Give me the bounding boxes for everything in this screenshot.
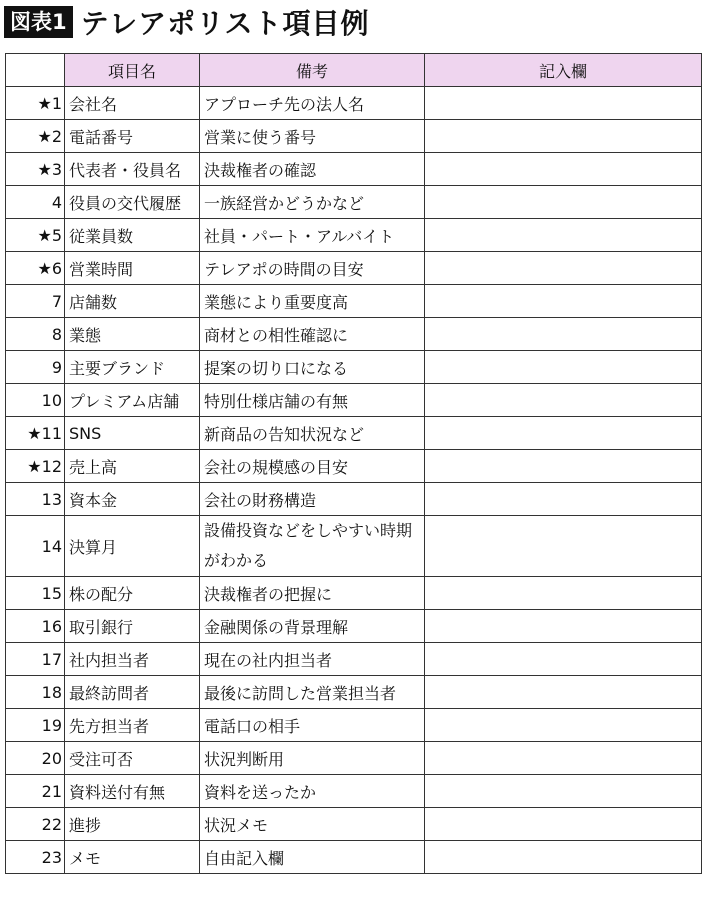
row-item-name: 主要ブランド <box>65 351 200 384</box>
row-item-name: 役員の交代履歴 <box>65 186 200 219</box>
header-number <box>6 54 65 87</box>
row-remark: 資料を送ったか <box>200 775 425 808</box>
header-entry: 記入欄 <box>425 54 702 87</box>
page-header <box>4 2 370 42</box>
row-item-name: 社内担当者 <box>65 643 200 676</box>
table-row <box>6 450 702 483</box>
row-remark: 決裁権者の確認 <box>200 153 425 186</box>
row-item-name: メモ <box>65 841 200 874</box>
row-number: 23 <box>6 841 65 874</box>
row-item-name: 売上高 <box>65 450 200 483</box>
table-row <box>6 186 702 219</box>
row-number: 7 <box>6 285 65 318</box>
row-remark: アプローチ先の法人名 <box>200 87 425 120</box>
row-remark: 決裁権者の把握に <box>200 577 425 610</box>
row-remark: 電話口の相手 <box>200 709 425 742</box>
row-number: ★12 <box>6 450 65 483</box>
row-item-name: 最終訪問者 <box>65 676 200 709</box>
table-row <box>6 841 702 874</box>
row-entry-cell[interactable] <box>425 417 702 450</box>
row-number: 4 <box>6 186 65 219</box>
table-row <box>6 483 702 516</box>
row-entry-cell[interactable] <box>425 516 702 577</box>
page-title: テレアポリスト項目例 <box>80 7 370 40</box>
row-item-name: 代表者・役員名 <box>65 153 200 186</box>
row-entry-cell[interactable] <box>425 318 702 351</box>
row-remark: 金融関係の背景理解 <box>200 610 425 643</box>
row-remark: 現在の社内担当者 <box>200 643 425 676</box>
figure-badge: 図表1 <box>4 6 73 38</box>
table-row <box>6 676 702 709</box>
row-number: 17 <box>6 643 65 676</box>
table-row <box>6 808 702 841</box>
teleapo-list-table <box>5 53 702 874</box>
table-row <box>6 252 702 285</box>
table-row <box>6 219 702 252</box>
row-item-name: プレミアム店舗 <box>65 384 200 417</box>
row-entry-cell[interactable] <box>425 742 702 775</box>
table-row <box>6 643 702 676</box>
row-entry-cell[interactable] <box>425 676 702 709</box>
table-row <box>6 775 702 808</box>
table-row <box>6 516 702 577</box>
row-number: 22 <box>6 808 65 841</box>
table-row <box>6 153 702 186</box>
row-remark: 特別仕様店舗の有無 <box>200 384 425 417</box>
row-number: 14 <box>6 516 65 577</box>
row-number: ★11 <box>6 417 65 450</box>
row-entry-cell[interactable] <box>425 709 702 742</box>
row-number: 21 <box>6 775 65 808</box>
row-item-name: 電話番号 <box>65 120 200 153</box>
row-entry-cell[interactable] <box>425 483 702 516</box>
row-item-name: 会社名 <box>65 87 200 120</box>
row-entry-cell[interactable] <box>425 153 702 186</box>
header-remark: 備考 <box>200 54 425 87</box>
row-entry-cell[interactable] <box>425 186 702 219</box>
row-entry-cell[interactable] <box>425 285 702 318</box>
row-entry-cell[interactable] <box>425 610 702 643</box>
row-number: ★3 <box>6 153 65 186</box>
row-item-name: 受注可否 <box>65 742 200 775</box>
table-row <box>6 610 702 643</box>
row-item-name: 先方担当者 <box>65 709 200 742</box>
row-remark: 業態により重要度高 <box>200 285 425 318</box>
row-remark: 最後に訪問した営業担当者 <box>200 676 425 709</box>
row-entry-cell[interactable] <box>425 252 702 285</box>
row-number: ★5 <box>6 219 65 252</box>
row-remark: 設備投資などをしやすい時期がわかる <box>200 516 425 577</box>
row-remark: 営業に使う番号 <box>200 120 425 153</box>
table-row <box>6 87 702 120</box>
row-entry-cell[interactable] <box>425 384 702 417</box>
row-entry-cell[interactable] <box>425 841 702 874</box>
row-number: 9 <box>6 351 65 384</box>
row-number: ★6 <box>6 252 65 285</box>
row-item-name: 営業時間 <box>65 252 200 285</box>
row-number: 10 <box>6 384 65 417</box>
row-remark: 状況判断用 <box>200 742 425 775</box>
row-number: ★1 <box>6 87 65 120</box>
row-remark: 社員・パート・アルバイト <box>200 219 425 252</box>
row-item-name: 進捗 <box>65 808 200 841</box>
row-entry-cell[interactable] <box>425 775 702 808</box>
row-item-name: SNS <box>65 417 200 450</box>
row-remark: 提案の切り口になる <box>200 351 425 384</box>
row-item-name: 取引銀行 <box>65 610 200 643</box>
row-entry-cell[interactable] <box>425 87 702 120</box>
table-row <box>6 417 702 450</box>
row-number: 18 <box>6 676 65 709</box>
row-remark: 新商品の告知状況など <box>200 417 425 450</box>
row-number: 8 <box>6 318 65 351</box>
row-remark: テレアポの時間の目安 <box>200 252 425 285</box>
row-remark: 会社の財務構造 <box>200 483 425 516</box>
row-number: 16 <box>6 610 65 643</box>
row-item-name: 資本金 <box>65 483 200 516</box>
header-item-name: 項目名 <box>65 54 200 87</box>
row-remark: 自由記入欄 <box>200 841 425 874</box>
table-row <box>6 384 702 417</box>
row-number: 15 <box>6 577 65 610</box>
row-item-name: 決算月 <box>65 516 200 577</box>
row-entry-cell[interactable] <box>425 577 702 610</box>
row-number: 20 <box>6 742 65 775</box>
row-number: 13 <box>6 483 65 516</box>
row-remark: 状況メモ <box>200 808 425 841</box>
table-row <box>6 285 702 318</box>
row-entry-cell[interactable] <box>425 351 702 384</box>
row-entry-cell[interactable] <box>425 450 702 483</box>
table-row <box>6 577 702 610</box>
row-remark: 一族経営かどうかなど <box>200 186 425 219</box>
row-remark: 商材との相性確認に <box>200 318 425 351</box>
table-row <box>6 318 702 351</box>
table-row <box>6 120 702 153</box>
row-item-name: 店舗数 <box>65 285 200 318</box>
row-entry-cell[interactable] <box>425 643 702 676</box>
row-entry-cell[interactable] <box>425 120 702 153</box>
row-entry-cell[interactable] <box>425 219 702 252</box>
table-row <box>6 742 702 775</box>
row-item-name: 従業員数 <box>65 219 200 252</box>
row-number: 19 <box>6 709 65 742</box>
row-number: ★2 <box>6 120 65 153</box>
table-header-row <box>6 54 702 87</box>
table-row <box>6 351 702 384</box>
row-entry-cell[interactable] <box>425 808 702 841</box>
table-row <box>6 709 702 742</box>
row-item-name: 業態 <box>65 318 200 351</box>
row-remark: 会社の規模感の目安 <box>200 450 425 483</box>
row-item-name: 資料送付有無 <box>65 775 200 808</box>
row-item-name: 株の配分 <box>65 577 200 610</box>
